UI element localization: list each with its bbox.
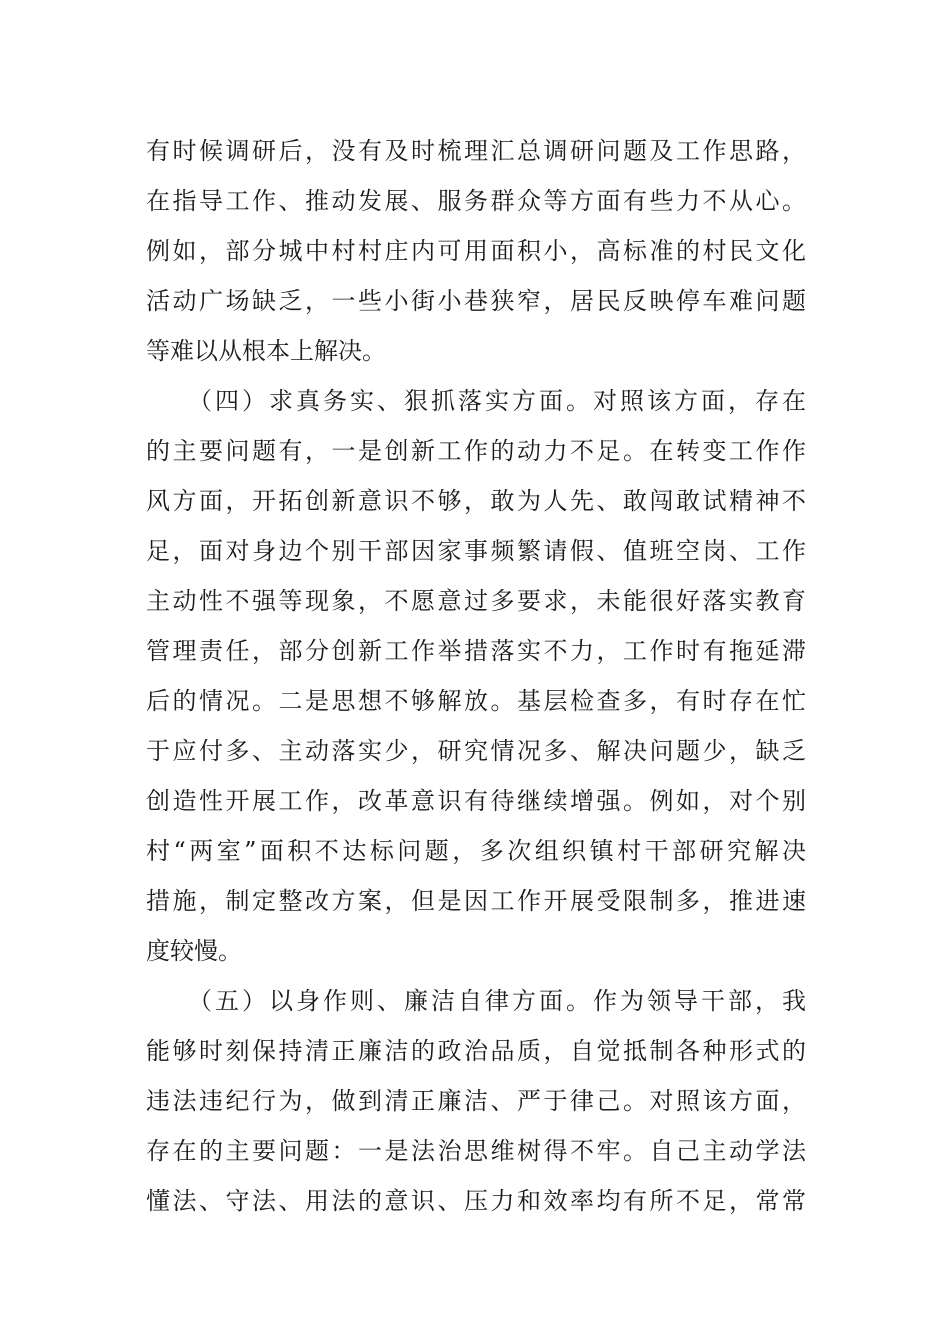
text-line: 主动性不强等现象，不愿意过多要求，未能很好落实教育: [146, 587, 806, 615]
text-line: （五）以身作则、廉洁自律方面。作为领导干部，我: [146, 987, 806, 1015]
text-line: 后的情况。二是思想不够解放。基层检查多，有时存在忙: [146, 687, 806, 715]
text-line: 违法违纪行为，做到清正廉洁、严于律己。对照该方面，: [146, 1087, 806, 1115]
text-line: 措施，制定整改方案，但是因工作开展受限制多，推进速: [146, 887, 806, 915]
text-line: 管理责任，部分创新工作举措落实不力，工作时有拖延滞: [146, 637, 806, 665]
text-line: 存在的主要问题：一是法治思维树得不牢。自己主动学法: [146, 1137, 806, 1165]
text-line: 例如，部分城中村村庄内可用面积小，高标准的村民文化: [146, 237, 806, 265]
text-line: 于应付多、主动落实少，研究情况多、解决问题少，缺乏: [146, 737, 806, 765]
text-line: 能够时刻保持清正廉洁的政治品质，自觉抵制各种形式的: [146, 1037, 806, 1065]
text-line: 风方面，开拓创新意识不够，敢为人先、敢闯敢试精神不: [146, 487, 806, 515]
text-line: 村“两室”面积不达标问题，多次组织镇村干部研究解决: [146, 837, 806, 865]
text-line: 的主要问题有，一是创新工作的动力不足。在转变工作作: [146, 437, 806, 465]
text-line: 活动广场缺乏，一些小街小巷狭窄，居民反映停车难问题: [146, 287, 806, 315]
document-body: [146, 126, 806, 1226]
text-line: 在指导工作、推动发展、服务群众等方面有些力不从心。: [146, 187, 806, 215]
text-line: 等难以从根本上解决。: [146, 337, 386, 365]
text-line: 懂法、守法、用法的意识、压力和效率均有所不足，常常: [146, 1187, 806, 1215]
text-line: 有时候调研后，没有及时梳理汇总调研问题及工作思路，: [146, 137, 806, 165]
text-line: 度较慢。: [146, 937, 242, 965]
text-line: （四）求真务实、狠抓落实方面。对照该方面，存在: [146, 387, 806, 415]
text-line: 创造性开展工作，改革意识有待继续增强。例如，对个别: [146, 787, 806, 815]
text-line: 足，面对身边个别干部因家事频繁请假、值班空岗、工作: [146, 537, 806, 565]
